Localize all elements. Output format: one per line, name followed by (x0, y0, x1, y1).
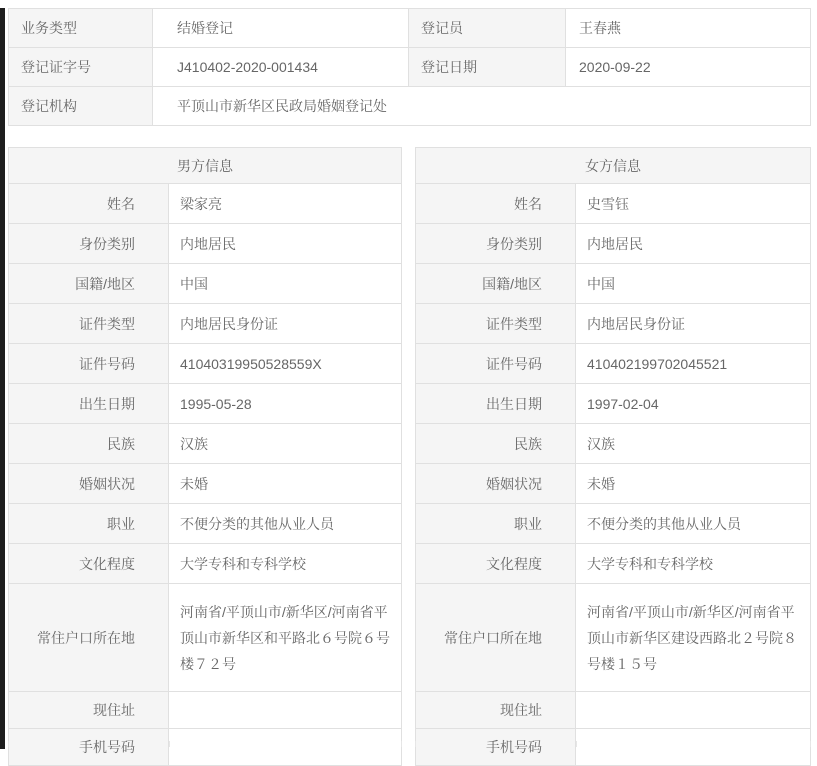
ethnicity-label: 民族 (416, 424, 576, 464)
birth-date-value: 1995-05-28 (169, 384, 402, 424)
table-row (416, 184, 811, 224)
id-number-value: 41040319950528559X (169, 344, 402, 384)
name-label: 姓名 (416, 184, 576, 224)
current-address-value (169, 692, 402, 729)
registered-residence-label: 常住户口所在地 (9, 584, 169, 692)
identity-category-value: 内地居民 (169, 224, 402, 264)
education-label: 文化程度 (416, 544, 576, 584)
table-row (416, 464, 811, 504)
registered-residence-value: 河南省/平顶山市/新华区/河南省平顶山市新华区建设西路北２号院８号楼１５号 (576, 584, 811, 692)
occupation-value: 不便分类的其他从业人员 (169, 504, 402, 544)
table-row (9, 464, 402, 504)
current-address-label: 现住址 (416, 692, 576, 729)
registration-agency-value: 平顶山市新华区民政局婚姻登记处 (153, 87, 811, 126)
id-type-value: 内地居民身份证 (169, 304, 402, 344)
occupation-label: 职业 (9, 504, 169, 544)
male-info-table (8, 147, 402, 766)
mobile-number-label: 手机号码 (416, 729, 576, 766)
certificate-number-value: J410402-2020-001434 (153, 48, 409, 87)
table-row (9, 224, 402, 264)
table-row (416, 424, 811, 464)
identity-category-label: 身份类别 (9, 224, 169, 264)
table-row (9, 304, 402, 344)
id-number-label: 证件号码 (416, 344, 576, 384)
table-row (9, 9, 811, 48)
table-row (9, 544, 402, 584)
education-value: 大学专科和专科学校 (169, 544, 402, 584)
table-row (9, 184, 402, 224)
registered-residence-value: 河南省/平顶山市/新华区/河南省平顶山市新华区和平路北６号院６号楼７２号 (169, 584, 402, 692)
table-row (416, 304, 811, 344)
identity-category-value: 内地居民 (576, 224, 811, 264)
table-row (416, 584, 811, 692)
table-row (9, 344, 402, 384)
name-value: 史雪钰 (576, 184, 811, 224)
table-row (416, 264, 811, 304)
marital-status-label: 婚姻状况 (9, 464, 169, 504)
nationality-label: 国籍/地区 (9, 264, 169, 304)
table-row (9, 424, 402, 464)
female-info-title: 女方信息 (416, 148, 811, 184)
education-label: 文化程度 (9, 544, 169, 584)
business-type-value: 结婚登记 (153, 9, 409, 48)
table-row (9, 692, 402, 729)
table-row (416, 384, 811, 424)
table-header-row (9, 148, 402, 184)
table-header-row (416, 148, 811, 184)
id-number-label: 证件号码 (9, 344, 169, 384)
table-row (9, 729, 402, 766)
registrar-value: 王春燕 (566, 9, 811, 48)
registration-date-value: 2020-09-22 (566, 48, 811, 87)
birth-date-value: 1997-02-04 (576, 384, 811, 424)
ethnicity-value: 汉族 (169, 424, 402, 464)
ethnicity-label: 民族 (9, 424, 169, 464)
ethnicity-value: 汉族 (576, 424, 811, 464)
column-divider (576, 741, 577, 747)
table-row (416, 504, 811, 544)
id-type-label: 证件类型 (416, 304, 576, 344)
mobile-number-value (169, 729, 402, 766)
current-address-value (576, 692, 811, 729)
certificate-number-label: 登记证字号 (9, 48, 153, 87)
registration-summary-table (8, 8, 811, 126)
column-divider (169, 741, 170, 747)
id-type-value: 内地居民身份证 (576, 304, 811, 344)
table-row (9, 584, 402, 692)
birth-date-label: 出生日期 (416, 384, 576, 424)
table-row (416, 729, 811, 766)
mobile-number-label: 手机号码 (9, 729, 169, 766)
table-row (416, 692, 811, 729)
mobile-number-value (576, 729, 811, 766)
registration-date-label: 登记日期 (409, 48, 566, 87)
id-type-label: 证件类型 (9, 304, 169, 344)
education-value: 大学专科和专科学校 (576, 544, 811, 584)
nationality-label: 国籍/地区 (416, 264, 576, 304)
registration-agency-label: 登记机构 (9, 87, 153, 126)
left-edge-strip (0, 8, 5, 749)
cutoff-row-sliver-left (8, 741, 402, 747)
table-row (9, 264, 402, 304)
registered-residence-label: 常住户口所在地 (416, 584, 576, 692)
occupation-value: 不便分类的其他从业人员 (576, 504, 811, 544)
marital-status-label: 婚姻状况 (416, 464, 576, 504)
table-row (416, 224, 811, 264)
female-info-table (415, 147, 811, 766)
male-info-title: 男方信息 (9, 148, 402, 184)
table-row (416, 544, 811, 584)
nationality-value: 中国 (169, 264, 402, 304)
table-row (9, 48, 811, 87)
id-number-value: 410402199702045521 (576, 344, 811, 384)
marital-status-value: 未婚 (169, 464, 402, 504)
name-value: 梁家亮 (169, 184, 402, 224)
table-row (9, 504, 402, 544)
identity-category-label: 身份类别 (416, 224, 576, 264)
business-type-label: 业务类型 (9, 9, 153, 48)
cutoff-row-sliver-right (415, 741, 811, 747)
name-label: 姓名 (9, 184, 169, 224)
table-row (9, 87, 811, 126)
table-row (9, 384, 402, 424)
table-row (416, 344, 811, 384)
registrar-label: 登记员 (409, 9, 566, 48)
nationality-value: 中国 (576, 264, 811, 304)
occupation-label: 职业 (416, 504, 576, 544)
marital-status-value: 未婚 (576, 464, 811, 504)
birth-date-label: 出生日期 (9, 384, 169, 424)
current-address-label: 现住址 (9, 692, 169, 729)
